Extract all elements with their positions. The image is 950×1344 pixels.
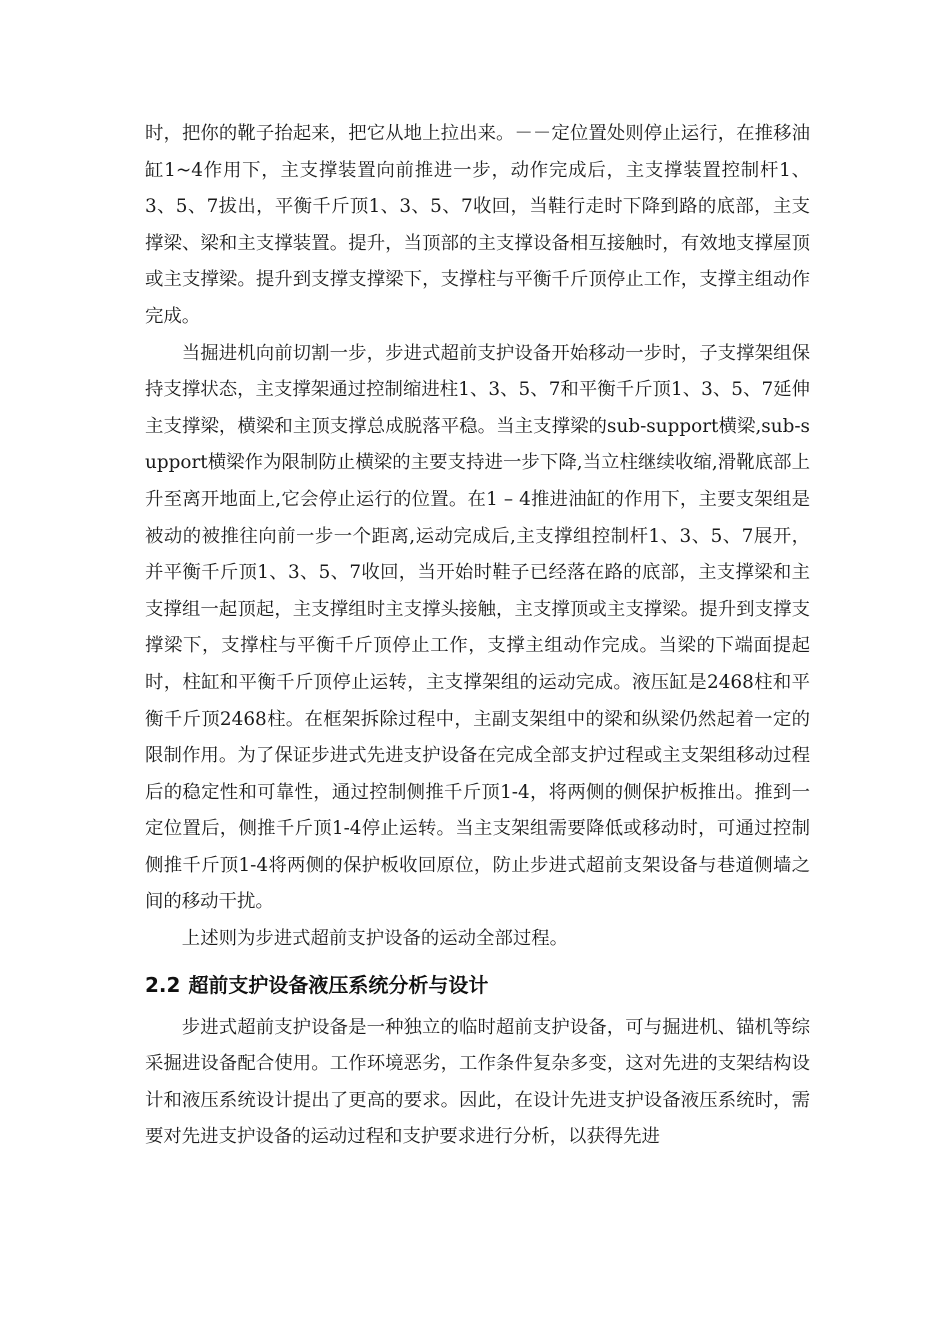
- paragraph-hydraulic-intro: 步进式超前支护设备是一种独立的临时超前支护设备，可与掘进机、锚机等综采掘进设备配合使用。工作环境恶劣，工作条件复杂多变，这对先进的支架结构设计和液压系统设计提出了更高的要求。因此，在设计先进支护设备液压系统时，需要对先进支护设备的运动过程和支护要求进行分析，以获得先进: [145, 1016, 810, 1148]
- section-heading: [145, 962, 810, 1008]
- paragraph-support-movement: 当掘进机向前切割一步，步进式超前支护设备开始移动一步时，子支撑架组保持支撑状态，主支撑架通过控制缩进柱1、3、5、7和平衡千斤顶1、3、5、7延伸主支撑梁，横梁和主顶支撑总成脱落平稳。当主支撑梁的sub-support横梁,sub-support横梁作为限制防止横梁的主要支持进一步下降,当立柱继续收缩,滑靴底部上升至离开地面上,它会停止运行的位置。在1 – 4推进油缸的作用下，主要支架组是被动的被推往向前一步一个距离,运动完成后,主支撑组控制杆1、3、5、7展开，并平衡千斤顶1、3、5、7收回，当开始时鞋子已经落在路的底部，主支撑梁和主支撑组一起顶起，主支撑组时主支撑头接触，主支撑顶或主支撑梁。提升到支撑支撑梁下，支撑柱与平衡千斤顶停止工作，支撑主组动作完成。当梁的下端面提起时，柱缸和平衡千斤顶停止运转，主支撑架组的运动完成。液压缸是2468柱和平衡千斤顶2468柱。在框架拆除过程中，主副支架组中的梁和纵梁仍然起着一定的限制作用。为了保证步进式先进支护设备在完成全部支护过程或主支架组移动过程后的稳定性和可靠性，通过控制侧推千斤顶1-4，将两侧的侧保护板推出。推到一定位置后，侧推千斤顶1-4停止运转。当主支架组需要降低或移动时，可通过控制侧推千斤顶1-4将两侧的保护板收回原位，防止步进式超前支架设备与巷道侧墙之间的移动干扰。: [145, 342, 810, 913]
- section-title: 超前支护设备液压系统分析与设计: [188, 972, 489, 997]
- paragraph-continued: 时，把你的靴子抬起来，把它从地上拉出来。－－定位置处则停止运行，在推移油缸1~4作用下，主支撑装置向前推进一步，动作完成后，主支撑装置控制杆1、3、5、7拔出，平衡千斤顶1、3、5、7收回，当鞋行走时下降到路的底部，主支撑梁、梁和主支撑装置。提升，当顶部的主支撑设备相互接触时，有效地支撑屋顶或主支撑梁。提升到支撑支撑梁下，支撑柱与平衡千斤顶停止工作，支撑主组动作完成。: [145, 123, 810, 327]
- paragraph-summary: 上述则为步进式超前支护设备的运动全部过程。: [181, 928, 569, 950]
- section-number: 2.2: [145, 972, 181, 997]
- document-body: [145, 116, 810, 1156]
